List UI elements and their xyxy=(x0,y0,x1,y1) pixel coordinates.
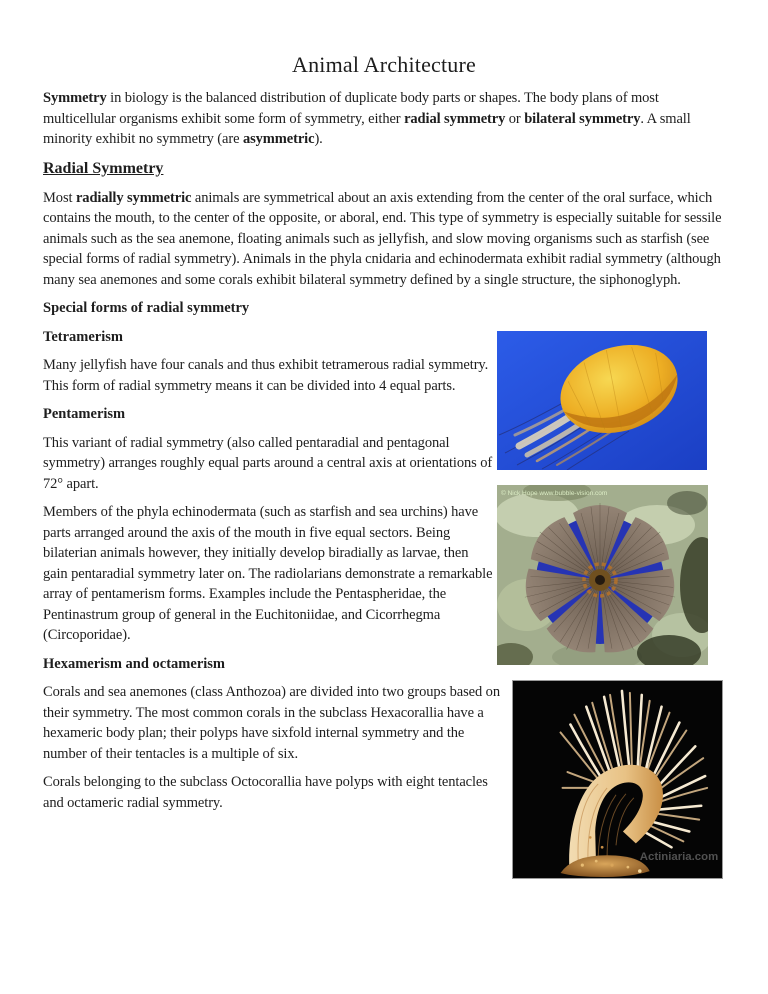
sea-anemone-illustration xyxy=(513,681,722,878)
sea-urchin-photo xyxy=(497,485,708,665)
jellyfish-photo xyxy=(497,331,707,470)
tetramerism-paragraph: Many jellyfish have four canals and thus exhibit tetramerous radial symmetry. This form of radial symmetry means it can be divided into 4 equal parts. xyxy=(43,357,489,394)
special-forms-heading: Special forms of radial symmetry xyxy=(43,300,250,316)
hexamerism-paragraph-2: Corals belonging to the subclass Octocorallia have polyps with eight tentacles and octameric radial symmetry. xyxy=(43,774,488,811)
jellyfish-illustration xyxy=(497,331,707,470)
hexamerism-paragraph-1: Corals and sea anemones (class Anthozoa) are divided into two groups based on their symmetry. The most common corals in the subclass Hexacorallia have a hexameric body plan; their polyps have sixfold internal symmetry and the number of their tentacles is a multiple of six. xyxy=(43,684,500,762)
hexamerism-heading: Hexamerism and octamerism xyxy=(43,655,226,672)
sea-urchin-illustration xyxy=(497,485,708,665)
intro-paragraph: Symmetry in biology is the balanced distribution of duplicate body parts or shapes. The body plans of most multicellular organisms exhibit some form of symmetry, either radial symmetry or bilateral symmetry. A small minority exhibit no symmetry (are asymmetric). xyxy=(43,90,691,147)
tetramerism-heading: Tetramerism xyxy=(43,328,123,345)
sea-anemone-photo xyxy=(512,680,723,879)
page-title: Animal Architecture xyxy=(291,52,476,77)
radial-symmetry-heading: Radial Symmetry xyxy=(43,159,164,177)
pentamerism-heading: Pentamerism xyxy=(43,406,126,422)
anemone-watermark: Actiniaria.com xyxy=(639,851,719,864)
radial-symmetry-paragraph: Most radially symmetric animals are symmetrical about an axis extending from the center of the oral surface, which contains the mouth, to the center of the opposite, or aboral, end. This type of symmetry is especially suitable for sessile animals such as the sea anemone, floating animals such as jellyfish, and slow moving organisms such as starfish (see special forms of radial symmetry). Animals in the phyla cnidaria and echinodermata exhibit radial symmetry (although many sea anemones and some corals exhibit bilateral symmetry defined by a single structure, the siphonoglyph. xyxy=(43,189,722,288)
pentamerism-paragraph-2: Members of the phyla echinodermata (such as starfish and sea urchins) have parts arranged around the axis of the mouth in five equal sectors. Being bilaterian animals however, they initially develop biradially as larvae, then gain pentaradial symmetry later on. The radiolarians demonstrate a remarkable array of pentamerism forms. Examples include the Pentaspheridae, the Pentinastrum group of general in the Euchitoniidae, and Cicorrhegma (Circoporidae). xyxy=(43,504,493,643)
urchin-watermark: © Nick Hope www.bubble-vision.com xyxy=(501,490,608,497)
pentamerism-paragraph-1: This variant of radial symmetry (also called pentaradial and pentagonal symmetry) arranges roughly equal parts around a central axis at orientations of 72° apart. xyxy=(43,434,493,492)
